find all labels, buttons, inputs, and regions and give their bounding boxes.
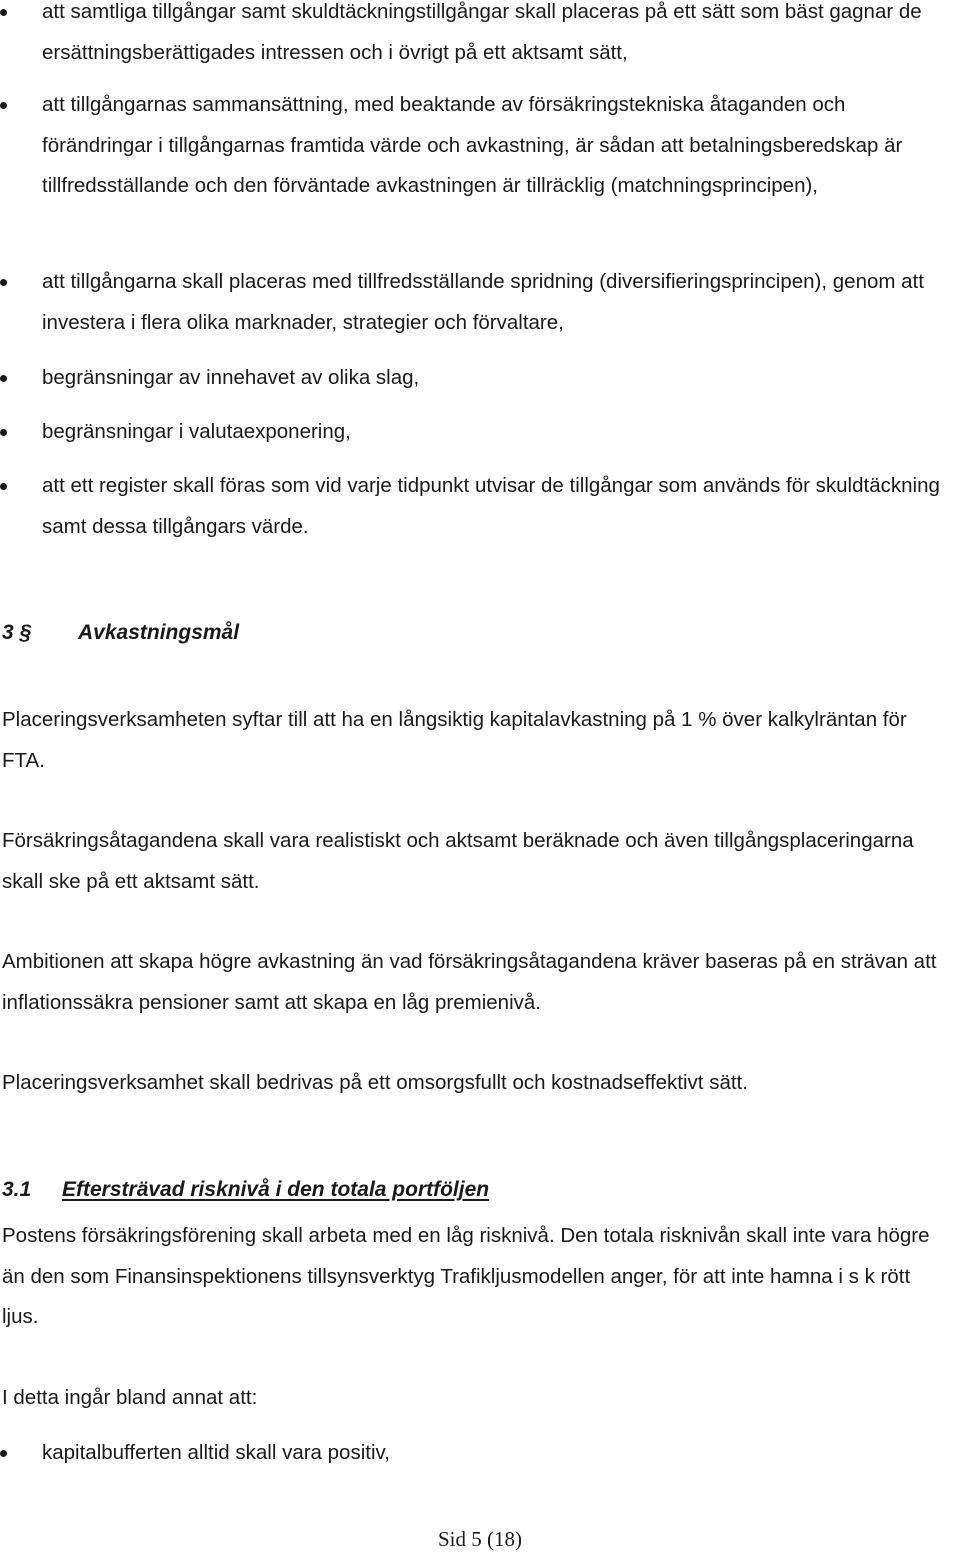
bullet-icon [0, 9, 7, 16]
list-item: begränsningar av innehavet av olika slag, [0, 358, 952, 399]
intro-line: I detta ingår bland annat att: [2, 1386, 258, 1409]
list-item: att ett register skall föras som vid varje tidpunkt utvisar de tillgångar som används för skuldtäckning samt dessa tillgångars värde. [0, 466, 952, 547]
bullet-icon [0, 429, 7, 436]
list-item: att tillgångarna skall placeras med tillfredsställande spridning (diversifieringsprincipen), genom att investera i flera olika marknader, strategier och förvaltare, [0, 262, 952, 343]
bullet-icon [0, 375, 7, 382]
paragraph: Försäkringsåtagandena skall vara realistiskt och aktsamt beräknade och även tillgångsplaceringarna skall ske på ett aktsamt sätt. [2, 829, 914, 893]
section-number: 3.1 [2, 1178, 32, 1201]
list-item: kapitalbufferten alltid skall vara positiv, [0, 1433, 952, 1474]
paragraph: Postens försäkringsförening skall arbeta med en låg risknivå. Den totala risknivån skall inte vara högre än den som Finansinspektionens tillsynsverktyg Trafikljusmodellen anger, för att inte hamna i s k rött ljus. [2, 1224, 930, 1328]
section-heading-3 [2, 613, 240, 654]
section-heading-3-1 [2, 1170, 490, 1211]
paragraph: Placeringsverksamheten syftar till att ha en långsiktig kapitalavkastning på 1 % över kalkylräntan för FTA. [2, 708, 907, 772]
list-item: att tillgångarnas sammansättning, med beaktande av försäkringstekniska åtaganden och förändringar i tillgångarnas framtida värde och avkastning, är sådan att betalningsberedskap är tillfredsställande och den förväntade avkastningen är tillräcklig (matchningsprincipen), [0, 85, 952, 207]
list-item: begränsningar i valutaexponering, [0, 412, 952, 453]
section-title: Avkastningsmål [78, 621, 240, 644]
section-title: Eftersträvad risknivå i den totala portföljen [62, 1178, 490, 1201]
bullet-icon [0, 483, 7, 490]
section-number: 3 § [2, 621, 32, 644]
page-number: Sid 5 (18) [438, 1527, 522, 1551]
bullet-icon [0, 1450, 7, 1457]
paragraph: Placeringsverksamhet skall bedrivas på ett omsorgsfullt och kostnadseffektivt sätt. [2, 1071, 748, 1094]
bullet-icon [0, 102, 7, 109]
list-item: att samtliga tillgångar samt skuldtäckningstillgångar skall placeras på ett sätt som bäst gagnar de ersättningsberättigades intressen och i övrigt på ett aktsamt sätt, [0, 0, 952, 73]
bullet-icon [0, 279, 7, 286]
paragraph: Ambitionen att skapa högre avkastning än vad försäkringsåtagandena kräver baseras på en strävan att inflationssäkra pensioner samt att skapa en låg premienivå. [2, 950, 937, 1014]
